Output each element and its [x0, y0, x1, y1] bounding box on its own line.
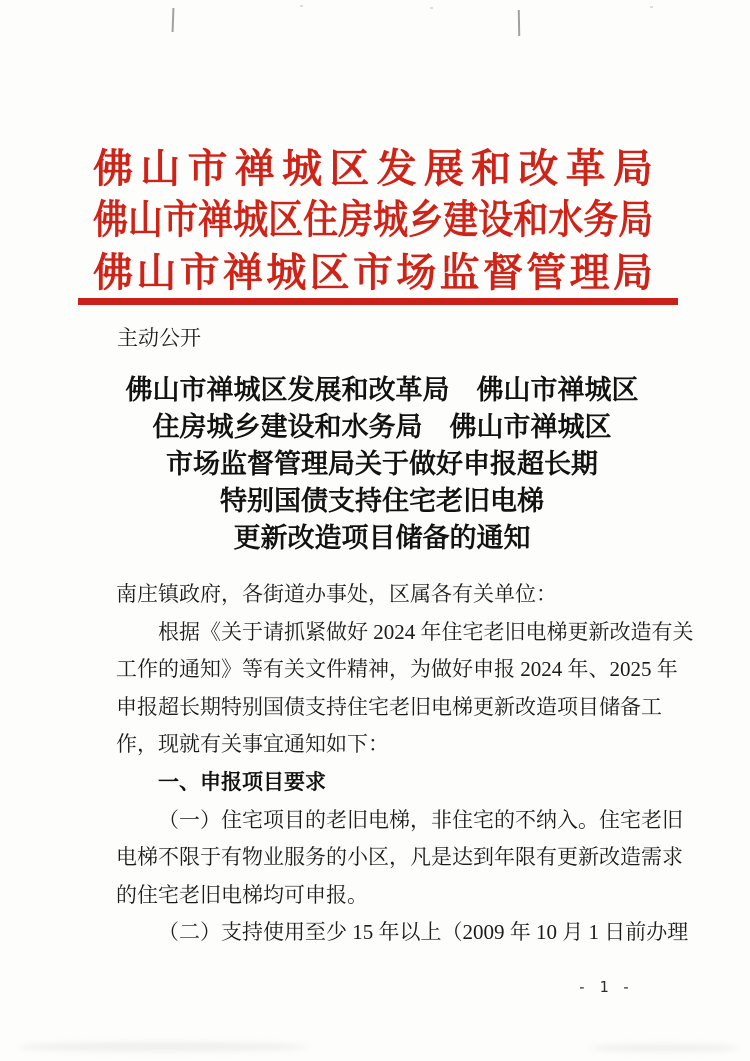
letterhead-divider — [78, 298, 678, 305]
letterhead-line: 佛 山 市 禅 城 区 住 房 城 乡 建 设 和 水 务 局 — [93, 197, 654, 243]
body-line: 工作的通知》等有关文件精神，为做好申报 2024 年、2025 年 — [116, 657, 678, 682]
scan-smudge — [18, 1042, 308, 1052]
scan-artifact — [172, 8, 175, 32]
body-line: 作，现就有关事宜通知如下： — [116, 732, 389, 757]
letterhead-line: 佛 山 市 禅 城 区 市 场 监 督 管 理 局 — [93, 249, 653, 295]
document-title-line: 特别国债支持住宅老旧电梯 — [220, 486, 544, 516]
body-line: 电梯不限于有物业服务的小区，凡是达到年限有更新改造需求 — [116, 845, 683, 870]
letterhead — [93, 139, 653, 295]
document-title-line: 市场监督管理局关于做好申报超长期 — [166, 449, 598, 479]
body-line: 申报超长期特别国债支持住宅老旧电梯更新改造项目储备工 — [116, 694, 662, 719]
body-line: 的住宅老旧电梯均可申报。 — [116, 882, 368, 907]
body-line: 根据《关于请抓紧做好 2024 年住宅老旧电梯更新改造有关 — [158, 619, 694, 644]
document-title — [7, 372, 750, 557]
scan-smudge — [590, 1044, 740, 1052]
scan-artifact — [518, 10, 520, 36]
scan-speck — [300, 5, 303, 7]
document-title-line: 住房城乡建设和水务局 佛山市禅城区 — [152, 412, 612, 442]
body-line: （二）支持使用至少 15 年以上（2009 年 10 月 1 日前办理 — [158, 920, 689, 945]
document-title-line: 佛山市禅城区发展和改革局 佛山市禅城区 — [125, 375, 639, 405]
scan-speck — [430, 7, 433, 9]
document-title-line: 更新改造项目储备的通知 — [233, 523, 531, 553]
document-body — [116, 576, 694, 952]
letterhead-line: 佛 山 市 禅 城 区 发 展 和 改 革 局 — [93, 145, 653, 191]
section-heading: 一、申报项目要求 — [158, 770, 326, 794]
body-line: 南庄镇政府，各街道办事处，区属各有关单位： — [116, 582, 557, 606]
page-number: - 1 - — [577, 978, 633, 996]
body-line: （一）住宅项目的老旧电梯，非住宅的不纳入。住宅老旧 — [158, 807, 683, 832]
disclosure-label: 主动公开 — [117, 327, 201, 350]
scan-speck — [650, 6, 653, 8]
